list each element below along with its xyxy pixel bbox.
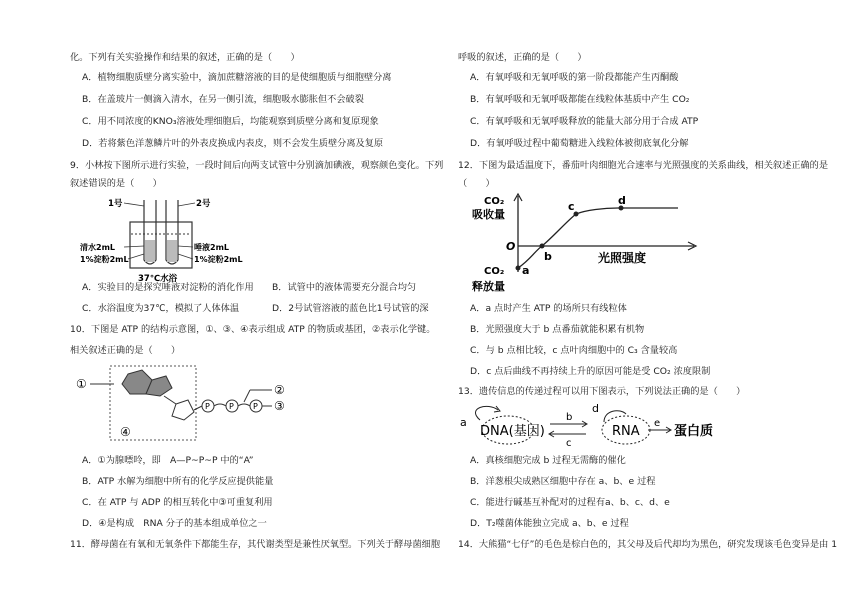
point-b-label: b xyxy=(544,250,552,263)
q10-stem-line2: 相关叙述正确的是（ ） xyxy=(70,345,181,356)
y-axis-top-label-2: 吸收量 xyxy=(472,208,505,221)
tube-1-content-a: 清水2mL xyxy=(80,243,115,252)
water-bath-beaker xyxy=(130,222,192,268)
q9-option-d: D．2号试管溶液的蓝色比1号试管的深 xyxy=(272,303,429,314)
label-3: ③ xyxy=(274,399,285,413)
q9-option-b: B．试管中的液体需要充分混合均匀 xyxy=(272,282,417,293)
q12-option-c: C．与 b 点相比较，c 点叶肉细胞中的 C₃ 含量较高 xyxy=(470,345,678,356)
phosphate-2-label: P xyxy=(229,402,234,411)
q11-option-a: A．有氧呼吸和无氧呼吸的第一阶段都能产生丙酮酸 xyxy=(470,72,679,83)
tube-1-content-b: 1%淀粉2mL xyxy=(80,255,129,264)
protein-label: 蛋白质 xyxy=(674,424,714,439)
process-b-label: b xyxy=(566,412,573,423)
q12-stem-line1: 12．下图为最适温度下，番茄叶肉细胞光合速率与光照强度的关系曲线，相关叙述正确的是 xyxy=(458,160,829,171)
q8-stem-end: 化。下列有关实验操作和结果的叙述，正确的是（ ） xyxy=(70,52,300,63)
q9-option-c: C．水浴温度为37℃，模拟了人体体温 xyxy=(82,303,240,314)
q10-option-b: B．ATP 水解为细胞中所有的化学反应提供能量 xyxy=(82,476,274,487)
process-e-label: e xyxy=(654,418,661,429)
right-pointer-b xyxy=(178,254,193,259)
q9-stem-line2: 叙述错误的是（ ） xyxy=(70,178,162,189)
q13-option-b: B．洋葱根尖成熟区细胞中存在 a、b、e 过程 xyxy=(470,476,656,487)
tube-2-label: 2号 xyxy=(196,199,211,209)
phosphate-3-label: P xyxy=(253,402,258,411)
q8-option-d: D．若将紫色洋葱鳞片叶的外表皮换成内表皮，则不会发生质壁分离及复原 xyxy=(82,138,384,149)
replication-arrow xyxy=(475,406,498,420)
left-column xyxy=(70,0,442,607)
point-b xyxy=(540,244,545,249)
q13-option-a: A．真核细胞完成 b 过程无需酶的催化 xyxy=(470,455,626,466)
process-a-label: a xyxy=(460,416,467,429)
high-energy-bond-2 xyxy=(238,404,250,406)
origin-label: O xyxy=(506,240,516,253)
q11-option-d: D．有氧呼吸过程中葡萄糖进入线粒体被彻底氧化分解 xyxy=(470,138,689,149)
tube-2-content-a: 唾液2mL xyxy=(194,243,229,252)
q12-option-b: B．光照强度大于 b 点番茄就能积累有机物 xyxy=(470,324,645,335)
q9-option-a: A．实验目的是探究唾液对淀粉的消化作用 xyxy=(82,282,254,293)
left-pointer-a xyxy=(124,246,144,247)
high-energy-bond-1 xyxy=(214,404,226,406)
label-2: ② xyxy=(274,383,285,397)
q11-stem-line2: 呼吸的叙述，正确的是（ ） xyxy=(458,52,587,63)
q11-option-c: C．有氧呼吸和无氧呼吸释放的能量大部分用于合成 ATP xyxy=(470,116,699,127)
tube-1-pointer xyxy=(124,203,144,206)
tube-2-liquid xyxy=(167,240,177,262)
sugar-phosphate-bond xyxy=(194,406,202,410)
test-tube-figure xyxy=(80,194,260,286)
process-d-label: d xyxy=(592,402,599,415)
q10-option-c: C．在 ATP 与 ADP 的相互转化中③可重复利用 xyxy=(82,497,273,508)
q10-stem-line1: 10．下图是 ATP 的结构示意图，①、③、④表示组成 ATP 的物质或基团，②表示化学键。 xyxy=(70,324,436,335)
label-1: ① xyxy=(76,377,87,391)
central-dogma-figure xyxy=(458,400,718,448)
dna-label: DNA(基因) xyxy=(480,424,545,439)
q8-option-b: B．在盖玻片一侧滴入清水，在另一侧引流，细胞吸水膨胀但不会破裂 xyxy=(82,94,364,105)
tube-1-liquid xyxy=(145,240,155,262)
q13-stem: 13．遗传信息的传递过程可以用下图表示，下列说法正确的是（ ） xyxy=(458,386,746,397)
q12-option-a: A．a 点时产生 ATP 的场所只有线粒体 xyxy=(470,303,627,314)
right-column xyxy=(458,0,838,607)
tube-2-content-b: 1%淀粉2mL xyxy=(194,255,243,264)
rna-label: RNA xyxy=(612,424,640,439)
atp-structure-figure xyxy=(76,362,316,444)
point-a-label: a xyxy=(522,264,530,277)
tube-2-pointer xyxy=(178,203,195,206)
rna-replication-arrow xyxy=(604,411,626,422)
q12-stem-line2: （ ） xyxy=(458,178,495,189)
q10-option-d: D．④是构成 RNA 分子的基本组成单位之一 xyxy=(82,518,267,529)
y-axis-bottom-label-1: CO₂ xyxy=(484,266,505,277)
q13-option-c: C．能进行碱基互补配对的过程有a、b、c、d、e xyxy=(470,497,670,508)
phosphate-1-label: P xyxy=(205,402,210,411)
q14-stem: 14．大熊猫“七仔”的毛色是棕白色的，其父母及后代却均为黑色，研究发现该毛色变异是由 1 xyxy=(458,539,838,550)
label-2-pointer-a xyxy=(244,390,250,402)
q9-stem-line1: 9．小林按下图所示进行实验，一段时间后向两支试管中分别滴加碘液，观察颜色变化。下列 xyxy=(70,160,444,171)
base-sugar-bond xyxy=(164,396,176,404)
y-axis-top-label-1: CO₂ xyxy=(484,196,505,207)
process-c-label: c xyxy=(566,438,572,448)
x-axis-label: 光照强度 xyxy=(598,251,647,265)
water-bath-label: 37℃水浴 xyxy=(138,274,178,284)
label-4: ④ xyxy=(120,425,131,439)
y-axis-bottom-label-2: 释放量 xyxy=(472,280,505,293)
point-a xyxy=(516,266,521,271)
q13-option-d: D．T₂噬菌体能独立完成 a、b、e 过程 xyxy=(470,518,629,529)
right-pointer-a xyxy=(178,246,193,247)
q10-option-a: A．①为腺嘌呤，即 A—P~P~P 中的“A” xyxy=(82,455,254,466)
point-d-label: d xyxy=(618,194,626,207)
photosynthesis-graph xyxy=(458,192,708,298)
q11-stem-line1: 11．酵母菌在有氧和无氧条件下都能生存，其代谢类型是兼性厌氧型。下列关于酵母菌细胞 xyxy=(70,539,441,550)
tube-1-label: 1号 xyxy=(108,199,123,209)
q8-option-a: A．植物细胞质壁分离实验中，滴加蔗糖溶液的目的是使细胞质与细胞壁分离 xyxy=(82,72,392,83)
q11-option-b: B．有氧呼吸和无氧呼吸都能在线粒体基质中产生 CO₂ xyxy=(470,94,690,105)
q8-option-c: C．用不同浓度的KNO₃溶液处理细胞后，均能观察到质壁分离和复原现象 xyxy=(82,116,379,127)
q12-option-d: D．c 点后曲线不再持续上升的原因可能是受 CO₂ 浓度限制 xyxy=(470,366,711,377)
point-c-label: c xyxy=(568,200,575,213)
